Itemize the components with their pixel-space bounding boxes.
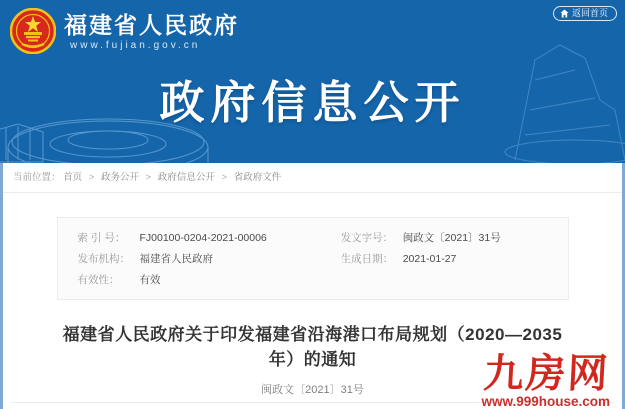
meta-index-label: 索 引 号： — [77, 232, 126, 244]
breadcrumb-prefix: 当前位置： — [13, 172, 61, 183]
meta-validity-label: 有效性： — [77, 274, 120, 286]
meta-agency-value: 福建省人民政府 — [139, 253, 213, 265]
topbar — [0, 0, 625, 58]
meta-date-label: 生成日期： — [340, 253, 394, 265]
breadcrumb-item-zhengwu[interactable]: 政务公开 — [101, 172, 140, 183]
page-body — [0, 163, 625, 409]
breadcrumb — [3, 163, 622, 193]
breadcrumb-item-current: 省政府文件 — [233, 172, 282, 183]
meta-agency-label: 发布机构： — [77, 253, 130, 265]
meta-date — [341, 249, 548, 270]
meta-row — [78, 249, 548, 270]
meta-doc-number-value: 闽政文〔2021〕31号 — [402, 232, 501, 244]
meta-validity-value: 有效 — [139, 274, 161, 286]
return-home-button[interactable] — [553, 6, 617, 21]
document-title: 福建省人民政府关于印发福建省沿海港口布局规划（2020—2035年）的通知 — [62, 325, 563, 369]
watermark-url: www.999house.com — [481, 394, 610, 409]
meta-index-value: FJ00100-0204-2021-00006 — [139, 232, 267, 244]
meta-index — [78, 228, 341, 249]
meta-empty-cell — [341, 270, 548, 291]
meta-row — [78, 228, 548, 249]
site-identity — [64, 12, 239, 51]
breadcrumb-separator: > — [221, 172, 228, 183]
meta-doc-number-label: 发文字号： — [340, 232, 394, 244]
site-name: 福建省人民政府 — [64, 12, 239, 38]
meta-validity — [78, 270, 341, 291]
document-meta-table — [57, 217, 569, 300]
national-emblem-icon — [10, 8, 56, 54]
banner-title: 政府信息公开 — [159, 77, 466, 128]
meta-agency — [78, 249, 341, 270]
hero-header — [0, 0, 625, 163]
return-home-label: 返回首页 — [571, 8, 608, 18]
breadcrumb-separator: > — [88, 172, 95, 183]
document-number: 闽政文〔2021〕31号 — [261, 384, 364, 396]
watermark — [481, 354, 610, 409]
home-icon — [560, 9, 569, 18]
breadcrumb-item-home[interactable]: 首页 — [63, 172, 83, 183]
breadcrumb-separator: > — [145, 172, 152, 183]
breadcrumb-item-xinxigongkai[interactable]: 政府信息公开 — [157, 172, 215, 183]
meta-row — [78, 270, 548, 291]
meta-doc-number — [341, 228, 548, 249]
site-url: www.fujian.gov.cn — [70, 40, 201, 51]
meta-date-value: 2021-01-27 — [402, 253, 457, 265]
watermark-logo: 九房网 — [482, 352, 612, 396]
